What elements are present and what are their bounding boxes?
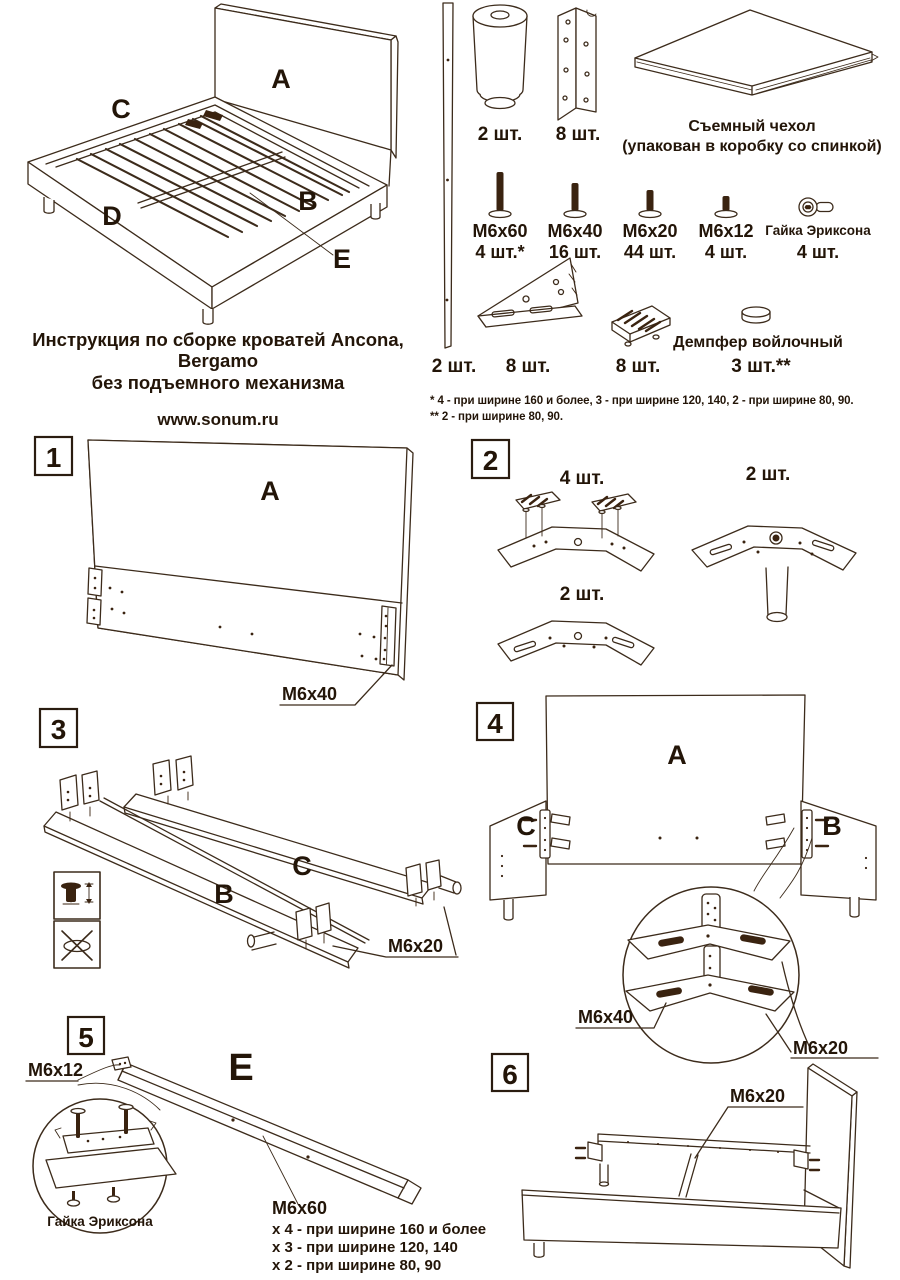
step-2-qty-plain: 2 шт.	[559, 584, 605, 605]
step-2-number: 2	[482, 445, 499, 476]
parts-list	[430, 0, 900, 428]
step-4-label-b: B	[822, 811, 842, 841]
bolt-qty: 44 шт.	[623, 242, 677, 262]
corner-plate-with-pads	[498, 492, 654, 571]
detail-circle	[33, 1099, 176, 1233]
step-4-bolt-back-label: M6x40	[578, 1007, 634, 1027]
frame-assembly-shape	[522, 1064, 857, 1268]
damper-name: Демпфер войлочный	[673, 334, 843, 351]
step-3-panel	[18, 700, 460, 1012]
cover-name: Съемный чехол	[688, 118, 816, 135]
step-5-bolt-label: M6x12	[28, 1060, 84, 1080]
title-line-2: без подъемного механизма	[91, 371, 345, 393]
title-block	[0, 329, 436, 430]
bolt-m6x20-icon	[639, 190, 661, 218]
corner-bracket-part	[558, 8, 596, 120]
overview-label-a: A	[271, 64, 291, 94]
bolt-name: M6x60	[472, 221, 528, 241]
strip-qty: 2 шт.	[431, 356, 477, 377]
corner-plate-plain	[498, 621, 654, 665]
cover-part	[635, 10, 878, 95]
step-5-note-title: M6x60	[272, 1198, 328, 1218]
overview-label-d: D	[102, 201, 122, 231]
slat-holder-part	[612, 306, 670, 346]
overview-label-b: B	[298, 186, 318, 216]
bolt-qty: 4 шт.	[796, 242, 840, 262]
angle-bracket-part	[478, 258, 582, 327]
website-url: www.sonum.ru	[157, 409, 279, 429]
bolt-m6x60-icon	[489, 172, 511, 218]
step-3-number: 3	[50, 714, 67, 745]
bolt-qty: 4 шт.	[704, 242, 748, 262]
bolt-name: Гайка Эриксона	[765, 223, 871, 238]
step-5-note-1: x 4 - при ширине 160 и более	[272, 1221, 487, 1238]
step-1-panel	[30, 428, 460, 716]
step-3-label-c: C	[292, 851, 312, 881]
bolt-name: M6x12	[698, 221, 754, 241]
step-5-number: 5	[78, 1022, 94, 1053]
bolt-leader	[695, 1107, 803, 1158]
step-1-bolt-label: M6x40	[282, 684, 338, 704]
step-6-number: 6	[502, 1059, 518, 1090]
step-1-label-a: A	[260, 476, 280, 506]
adjustable-foot-icon	[54, 872, 100, 919]
bolt-name: M6x20	[622, 221, 678, 241]
bracket-qty: 8 шт.	[555, 124, 601, 145]
step-6-panel	[458, 1038, 900, 1280]
title-line-1: Инструкция по сборке кроватей Ancona, Bergamo	[32, 329, 404, 372]
step-5-nut-label: Гайка Эриксона	[47, 1214, 153, 1229]
felt-damper-part	[742, 307, 770, 323]
step-4-bolt-side-label: M6x20	[793, 1038, 849, 1058]
overview-label-c: C	[111, 94, 131, 124]
headboard-panel-shape	[87, 440, 413, 680]
bolt-name: M6x40	[547, 221, 603, 241]
step-4-label-c: C	[516, 811, 536, 841]
bolt-m6x12-icon	[715, 196, 737, 218]
bolt-m6x40-icon	[564, 183, 586, 218]
step-2-qty-pads: 4 шт.	[559, 468, 605, 489]
step-4-number: 4	[487, 708, 503, 739]
step-5-panel	[8, 1008, 487, 1280]
step-3-label-b: B	[214, 879, 234, 909]
headboard-assembled-shape	[546, 695, 805, 864]
center-rail-e-shape	[112, 1057, 421, 1204]
angle-qty: 8 шт.	[505, 356, 551, 377]
bed-overview-diagram	[0, 0, 440, 330]
damper-qty: 3 шт.**	[731, 356, 791, 377]
step-6-bolt-label: M6x20	[730, 1086, 786, 1106]
footnote-1: * 4 - при ширине 160 и более, 3 - при ширине 120, 140, 2 - при ширине 80, 90.	[430, 395, 854, 407]
step-2-qty-leg: 2 шт.	[745, 464, 791, 485]
step-5-note-3: x 2 - при ширине 80, 90	[272, 1257, 442, 1274]
no-loose-foot-icon	[54, 921, 100, 968]
leg-qty: 2 шт.	[477, 124, 523, 145]
bolt-qty: 16 шт.	[548, 242, 602, 262]
step-4-panel	[458, 688, 900, 1080]
cover-note: (упакован в коробку со спинкой)	[622, 138, 882, 155]
left-bracket	[88, 568, 102, 596]
overview-label-e: E	[332, 244, 352, 274]
step-5-label-e: E	[228, 1047, 254, 1089]
step-2-panel	[460, 428, 900, 700]
bolt-qty: 4 шт.*	[475, 242, 525, 262]
footnote-2: ** 2 - при ширине 80, 90.	[430, 411, 563, 423]
step-1-number: 1	[45, 442, 62, 473]
left-bracket	[87, 598, 101, 625]
metal-strip-part	[443, 3, 453, 348]
pad-qty: 8 шт.	[615, 356, 661, 377]
leg-part	[473, 5, 527, 109]
erikson-nut-icon	[799, 198, 833, 216]
step-3-bolt-label: M6x20	[388, 936, 444, 956]
step-5-note-2: x 3 - при ширине 120, 140	[272, 1239, 458, 1256]
step-4-label-a: A	[667, 740, 687, 770]
corner-plate-with-leg	[692, 526, 856, 622]
